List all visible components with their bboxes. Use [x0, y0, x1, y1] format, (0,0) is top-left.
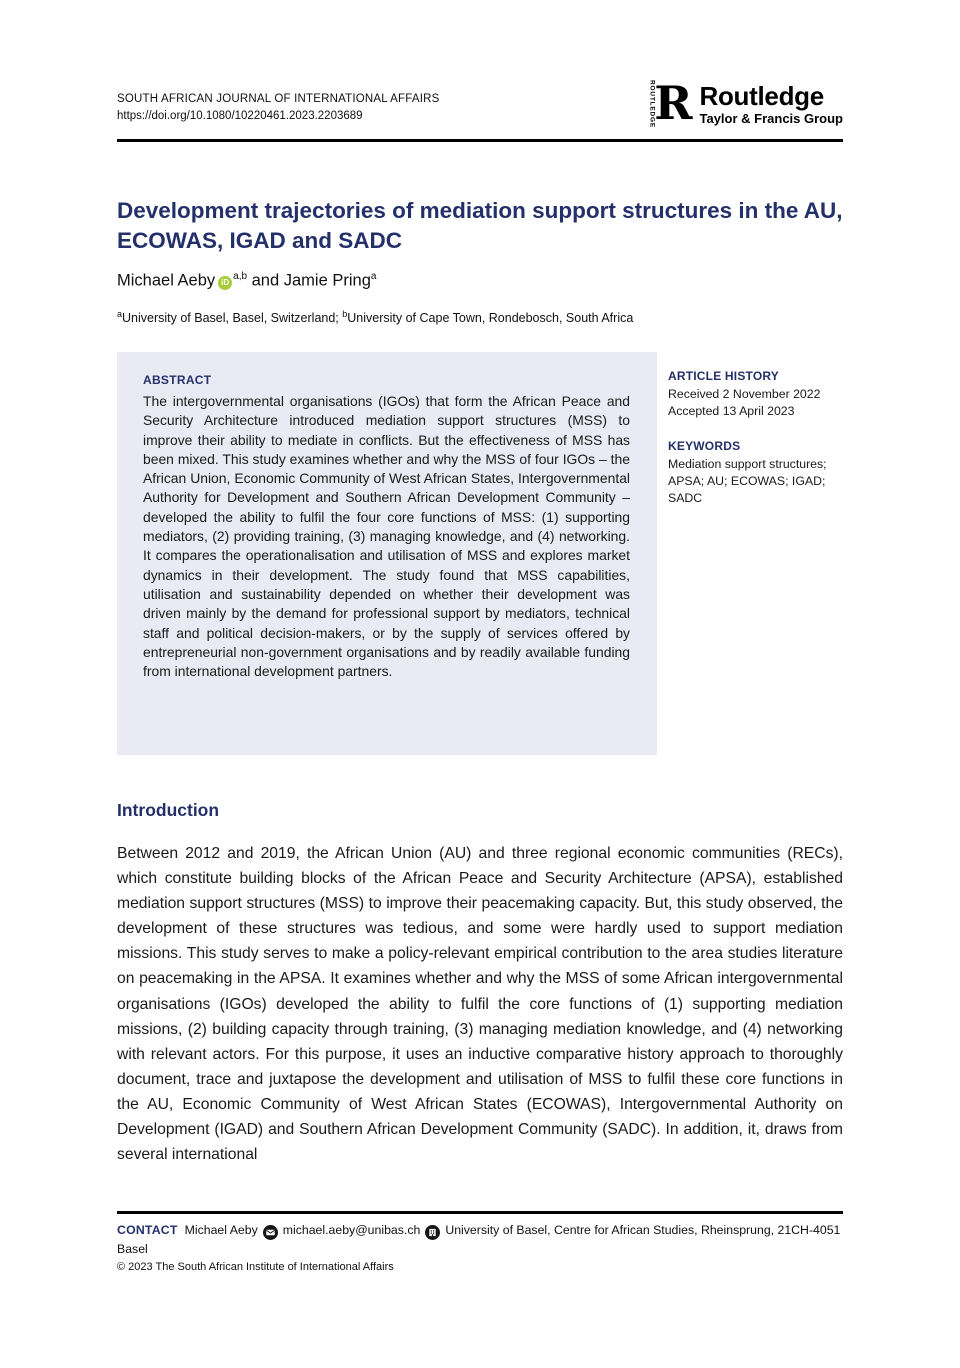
contact-line: [117, 1221, 843, 1258]
contact-label: CONTACT: [117, 1223, 178, 1237]
article-history-block: [668, 369, 848, 420]
introduction-heading: Introduction: [117, 800, 220, 820]
article-title: Development trajectories of mediation support structures in the AU, ECOWAS, IGAD and SADC: [117, 198, 843, 253]
contact-email[interactable]: michael.aeby@unibas.ch: [282, 1223, 421, 1237]
routledge-logo-mark: [648, 76, 693, 131]
contact-address: University of Basel, Centre for African Studies, Rheinsprung, 21CH-4051 Basel: [117, 1223, 841, 1256]
building-icon: [425, 1225, 440, 1240]
affiliation-b-sup: b: [342, 309, 348, 319]
article-history-received: Received 2 November 2022: [668, 387, 821, 401]
keywords-heading: KEYWORDS: [668, 439, 741, 453]
orcid-icon[interactable]: iD: [218, 276, 232, 290]
journal-name: SOUTH AFRICAN JOURNAL OF INTERNATIONAL AFFAIRS: [117, 93, 440, 105]
author-1-name: Michael Aeby: [117, 271, 216, 290]
keywords-text: Mediation support structures; APSA; AU; ECOWAS; IGAD; SADC: [668, 457, 827, 505]
doi-link[interactable]: https://doi.org/10.1080/10220461.2023.2203689: [117, 110, 363, 122]
abstract-box: [117, 352, 657, 755]
affiliation-a-sup: a: [117, 309, 123, 319]
affiliation-b: University of Cape Town, Rondebosch, South Africa: [347, 311, 634, 326]
author-1-affiliation-sup: a,b: [233, 271, 248, 282]
page-header: [117, 93, 637, 122]
routledge-logo: [648, 76, 843, 131]
affiliations-line: [117, 309, 843, 325]
copyright-line: © 2023 The South African Institute of International Affairs: [117, 1261, 394, 1273]
authors-connector: and: [247, 271, 284, 290]
contact-name: Michael Aeby: [184, 1223, 258, 1237]
affiliation-a: University of Basel, Basel, Switzerland;: [122, 311, 343, 326]
footer-divider: [117, 1211, 843, 1214]
author-2-name: Jamie Pring: [283, 271, 371, 290]
header-divider: [117, 139, 843, 142]
routledge-logo-text: [699, 80, 843, 126]
author-2-affiliation-sup: a: [370, 271, 377, 282]
publisher-tagline: Taylor & Francis Group: [699, 110, 843, 126]
email-icon: [263, 1225, 278, 1240]
article-meta-column: [668, 369, 848, 507]
keywords-block: [668, 439, 848, 507]
routledge-r-icon: R: [654, 76, 693, 131]
abstract-text: The intergovernmental organisations (IGOs) that form the African Peace and Security Architecture introduced mediation support structures (MSS) to improve their ability to mediate in conflicts. But the effectiveness of MSS has been mixed. This study examines whether and why the MSS of four IGOs – the African Union, Economic Community of West African States, Intergovernmental Authority for Development and Southern African Development Community – developed the ability to fulfil the four core functions of MSS: (1) supporting mediators, (2) providing training, (3) managing knowledge, and (4) networking. It compares the operationalisation and utilisation of MSS and explores market dynamics in their development. The study found that MSS capabilities, utilisation and sustainability depended on whether their development was driven mainly by the demand for professional support by mediators, technical staff and political decision-makers, or by the supply of services offered by entrepreneurial non-government organisations and by readily available funding from international development partners.: [143, 393, 630, 680]
article-history-heading: ARTICLE HISTORY: [668, 369, 780, 383]
introduction-paragraph: Between 2012 and 2019, the African Union (AU) and three regional economic communities (RECs), which constitute building blocks of the African Peace and Security Architecture (APSA), established mediation support structures (MSS) to improve their peacemaking capacity. But, this study observed, the development of these structures was tedious, and some were hardly used to support mediation missions. This study serves to make a policy-relevant empirical contribution to the area studies literature on peacemaking in the APSA. It examines whether and why the MSS of some African intergovernmental organisations (IGOs) developed the ability to fulfil the core functions of (1) supporting mediation missions, (2) building capacity through training, (3) managing mediation knowledge, and (4) networking with relevant actors. For this purpose, it uses an inductive comparative history approach to thoroughly document, trace and juxtapose the development and utilisation of MSS to fulfil these core functions in the AU, Economic Community of West African States (ECOWAS), Intergovernmental Authority on Development (IGAD) and Southern African Development Community (SADC). In addition, it, draws from several international: [117, 845, 843, 1164]
abstract-heading: ABSTRACT: [143, 373, 212, 387]
article-history-accepted: Accepted 13 April 2023: [668, 404, 795, 418]
publisher-name: Routledge: [699, 80, 824, 111]
routledge-vertical-text: ROUTLEDGE: [648, 80, 656, 129]
author-line: [117, 271, 843, 291]
